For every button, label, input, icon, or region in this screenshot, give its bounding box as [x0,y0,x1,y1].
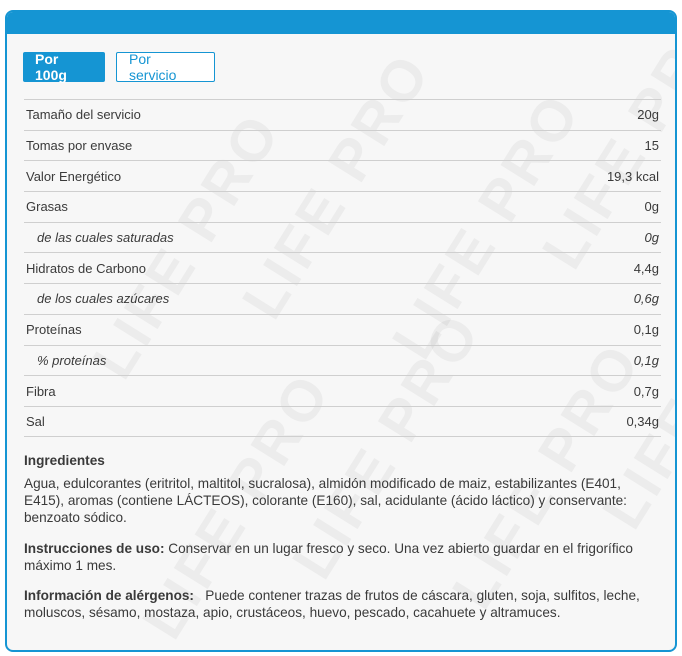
table-row [24,314,661,345]
nutrition-table [24,99,661,437]
table-row [24,406,661,437]
row-label: Hidratos de Carbono [26,260,146,276]
tab-per-100g[interactable]: Por 100g [23,52,105,82]
row-value: 0,34g [626,413,659,429]
tab-per-serving[interactable]: Por servicio [116,52,215,82]
panel-header-bar [7,12,675,34]
ingredients-title: Ingredientes [24,453,105,468]
row-label: Fibra [26,383,56,399]
allergens-section [24,587,664,621]
nutrition-panel [5,10,677,652]
row-label: Tamaño del servicio [26,107,141,123]
serving-tabs [23,52,215,82]
row-value: 0,7g [633,383,659,399]
row-label: de las cuales saturadas [37,230,174,246]
table-row [24,99,661,130]
table-row [24,283,661,314]
row-value: 0,6g [633,291,659,307]
row-value: 20g [637,107,659,123]
instructions-section [24,540,664,574]
row-value: 0g [644,230,659,246]
row-label: de los cuales azúcares [37,291,170,307]
table-row [24,222,661,253]
row-value: 15 [644,138,659,154]
table-row [24,130,661,161]
row-label: Proteínas [26,322,82,338]
table-row [24,345,661,376]
row-value: 19,3 kcal [606,168,659,184]
row-value: 0,1g [633,352,659,368]
row-value: 0g [644,199,659,215]
row-label: Valor Energético [26,168,122,184]
row-label: Tomas por envase [26,138,133,154]
row-label: Grasas [26,199,68,215]
instructions-text: Conservar en un lugar fresco y seco. Una vez abierto guardar en el frigorífico máximo 1 mes. [24,541,633,573]
ingredients-text: Agua, edulcorantes (eritritol, maltitol, sucralosa), almidón modificado de maiz, estabilizantes (E401, E415), aromas (contiene LÁCTEOS), colorante (E160), sal, acidulante (ácido láctico) y conservante: benzoato sódico. [24,476,627,525]
instructions-label: Instrucciones de uso: [24,541,165,556]
row-value: 4,4g [633,260,659,276]
table-row [24,160,661,191]
table-row [24,191,661,222]
allergens-text: Puede contener trazas de frutos de cáscara, gluten, soja, sulfitos, leche, moluscos, sésamo, mostaza, apio, crustáceos, huevo, pescado, cacahuete y altramuces. [24,588,644,620]
table-row [24,252,661,283]
allergens-label: Información de alérgenos: [24,588,194,603]
row-label: % proteínas [37,352,107,368]
table-row [24,375,661,406]
row-label: Sal [26,413,45,429]
row-value: 0,1g [633,322,659,338]
